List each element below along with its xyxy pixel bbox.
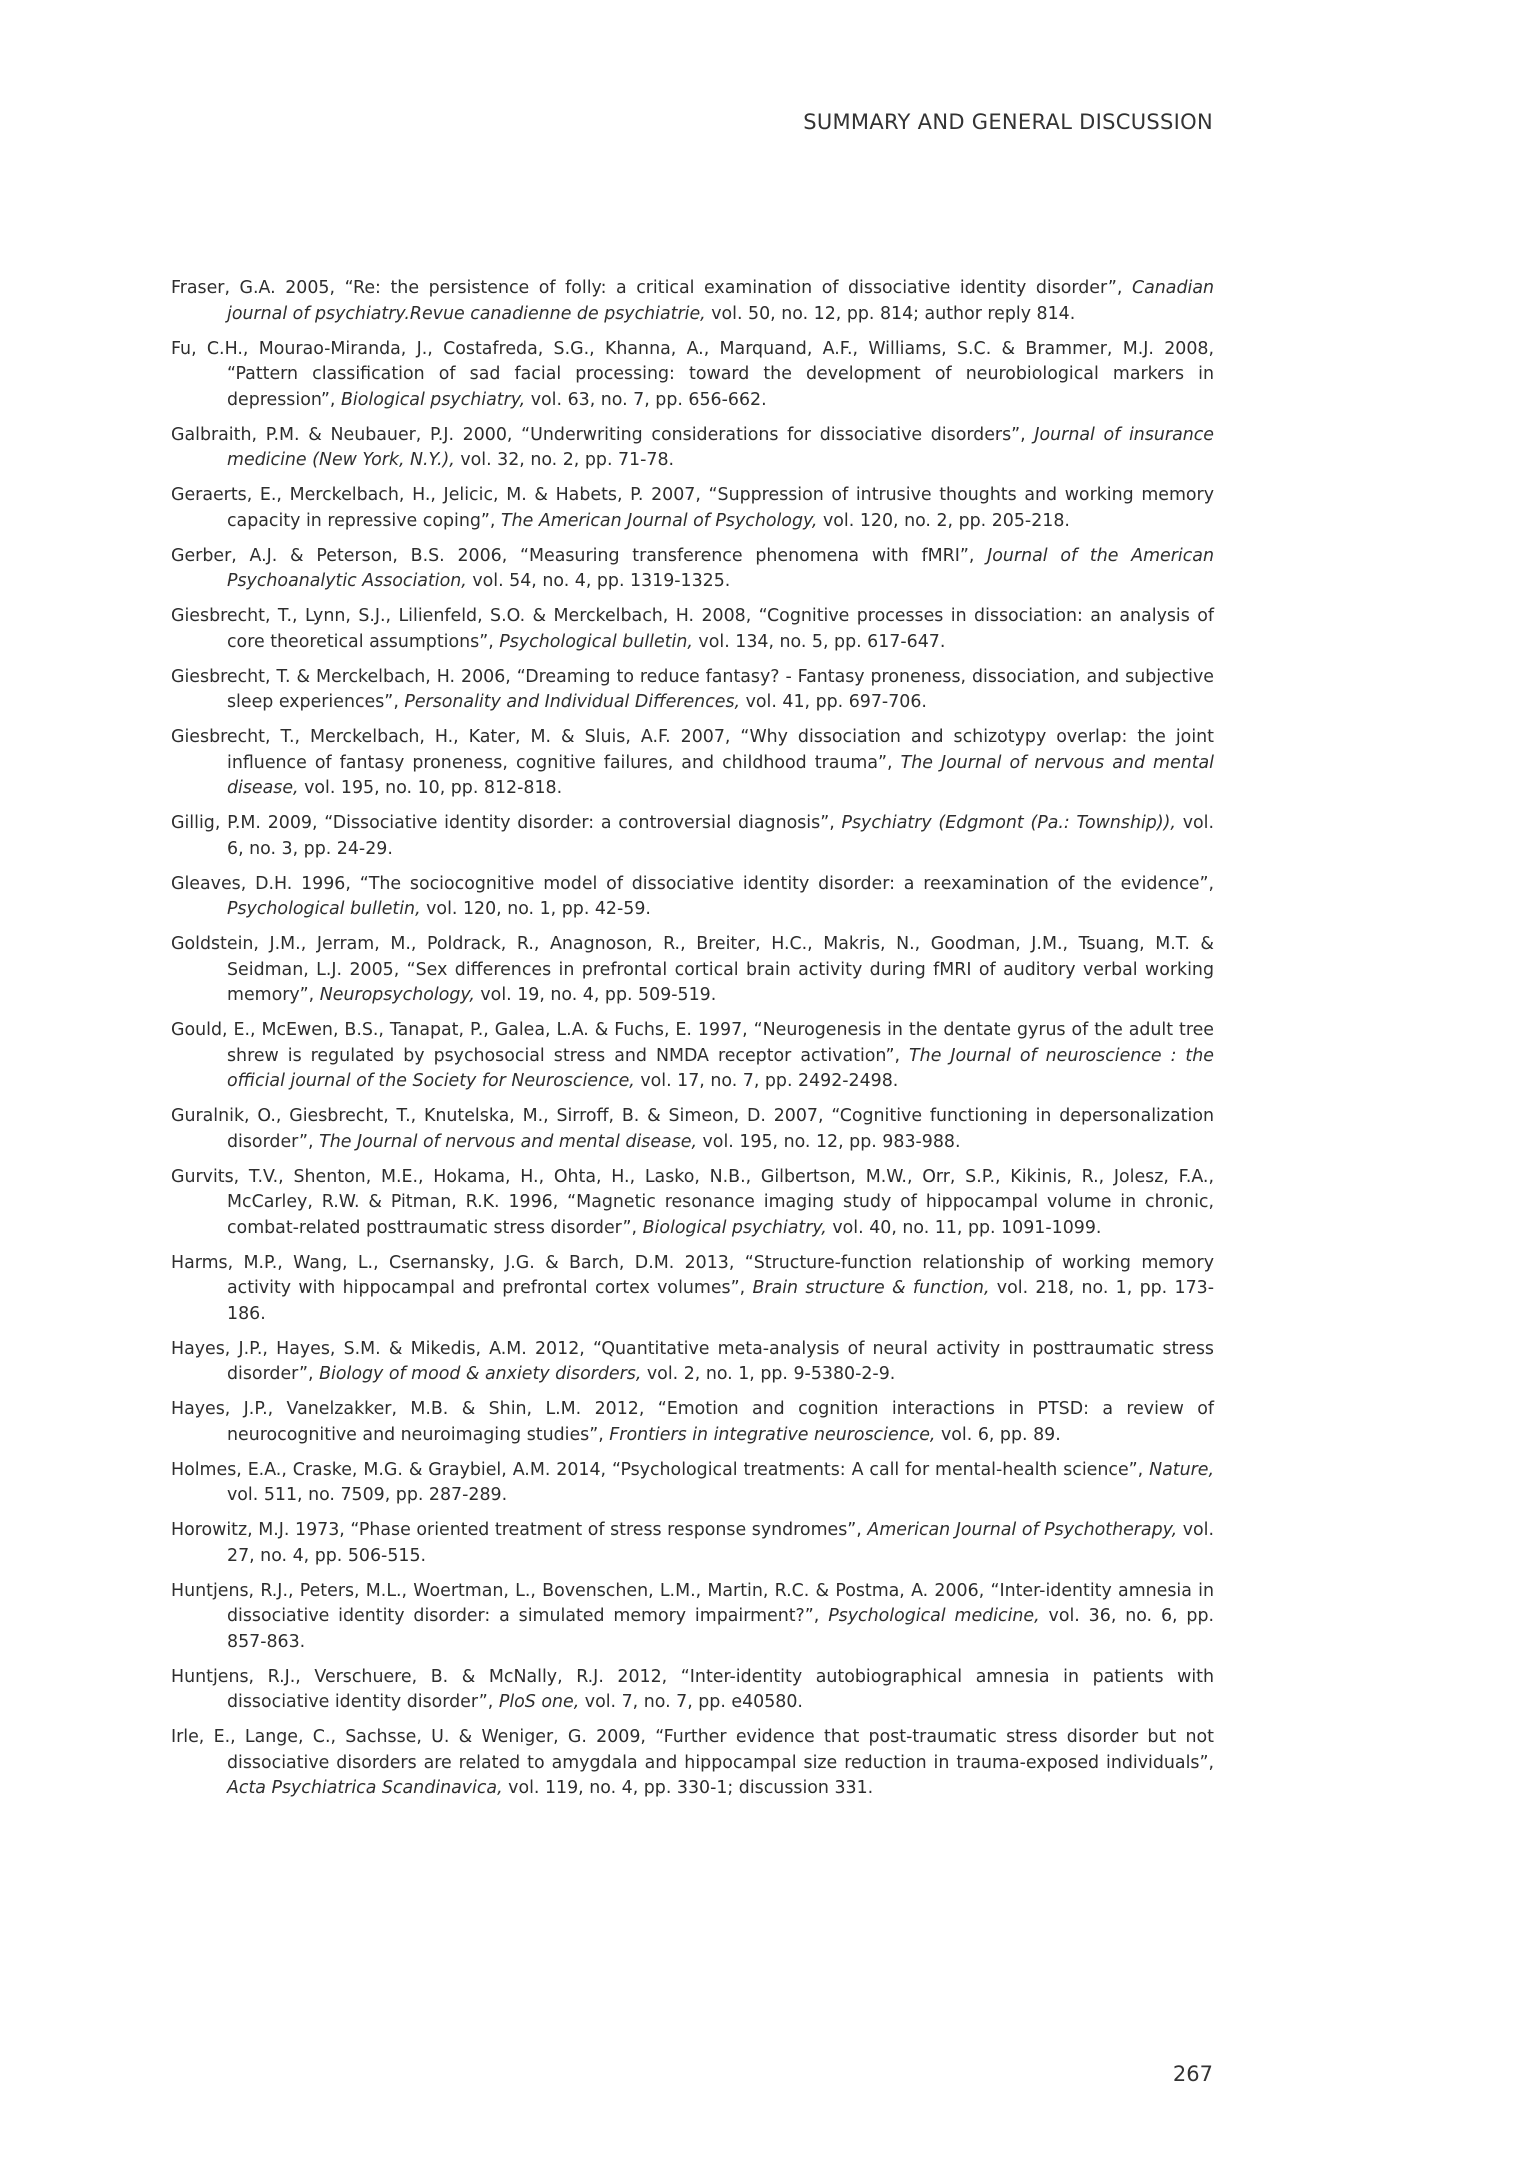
reference-details: vol. 19, no. 4, pp. 509-519. bbox=[474, 985, 717, 1005]
reference-journal: Brain structure & function, bbox=[752, 1278, 990, 1298]
reference-details: vol. 7, no. 7, pp. e40580. bbox=[579, 1692, 803, 1712]
reference-text: Horowitz, M.J. 1973, “Phase oriented treatment of stress response syndromes”, bbox=[171, 1520, 868, 1540]
reference-text: Gould, E., McEwen, B.S., Tanapat, P., Galea, L.A. & Fuchs, E. 1997, “Neurogenesis in the dentate gyrus of the adult tree shrew is regulated by psychosocial stress and NMDA receptor activation”, bbox=[171, 1020, 1214, 1066]
reference-journal: Psychiatry (Edgmont (Pa.: Township)), bbox=[841, 813, 1176, 833]
reference-entry bbox=[171, 1518, 1214, 1569]
reference-entry bbox=[171, 276, 1214, 327]
reference-entry bbox=[171, 1579, 1214, 1656]
reference-text: Hayes, J.P., Hayes, S.M. & Mikedis, A.M. 2012, “Quantitative meta-analysis of neural activity in posttraumatic stress disorder”, bbox=[171, 1338, 1214, 1384]
reference-journal: The Journal of nervous and mental disease, bbox=[227, 752, 1215, 798]
reference-journal: PloS one, bbox=[498, 1692, 580, 1712]
reference-journal: Psychological bulletin, bbox=[499, 631, 693, 652]
reference-details: vol. 6, pp. 89. bbox=[935, 1424, 1061, 1445]
reference-entry bbox=[171, 483, 1214, 534]
reference-text: Goldstein, J.M., Jerram, M., Poldrack, R., Anagnoson, R., Breiter, H.C., Makris, N., Goodman, J.M., Tsuang, M.T. & Seidman, L.J. 2005, “Sex differences in prefrontal cortical brain activity during fMRI of auditory verbal working memory”, bbox=[171, 934, 1214, 1005]
reference-entry bbox=[171, 1397, 1214, 1448]
reference-journal: The American Journal of Psychology, bbox=[500, 510, 818, 531]
reference-journal: Biological psychiatry, bbox=[642, 1217, 827, 1238]
reference-text: Giesbrecht, T., Merckelbach, H., Kater, M. & Sluis, A.F. 2007, “Why dissociation and schizotypy overlap: the joint influence of fantasy proneness, cognitive failures, and childhood trauma”, bbox=[171, 727, 1214, 773]
reference-text: Giesbrecht, T., Lynn, S.J., Lilienfeld, S.O. & Merckelbach, H. 2008, “Cognitive processes in dissociation: an analysis of core theoretical assumptions”, bbox=[171, 606, 1214, 652]
reference-journal: American Journal of Psychotherapy, bbox=[867, 1520, 1178, 1540]
reference-text: Gerber, A.J. & Peterson, B.S. 2006, “Measuring transference phenomena with fMRI”, bbox=[171, 545, 988, 566]
reference-journal: Personality and Individual Differences, bbox=[404, 692, 741, 712]
reference-details: vol. 6, no. 3, pp. 24-29. bbox=[227, 813, 1214, 859]
reference-details: vol. 40, no. 11, pp. 1091-1099. bbox=[826, 1217, 1102, 1238]
reference-text: Guralnik, O., Giesbrecht, T., Knutelska, M., Sirroff, B. & Simeon, D. 2007, “Cognitive functioning in depersonalization disorder”, bbox=[171, 1106, 1214, 1152]
reference-text: Fraser, G.A. 2005, “Re: the persistence of folly: a critical examination of dissociative identity disorder”, bbox=[171, 278, 1132, 298]
reference-text: Huntjens, R.J., Verschuere, B. & McNally, R.J. 2012, “Inter-identity autobiographical amnesia in patients with dissociative identity disorder”, bbox=[171, 1666, 1214, 1712]
reference-journal: Canadian journal of psychiatry.Revue canadienne de psychiatrie, bbox=[227, 278, 1214, 324]
reference-entry bbox=[171, 544, 1214, 595]
reference-details: vol. 195, no. 12, pp. 983-988. bbox=[696, 1131, 961, 1152]
reference-details: vol. 218, no. 1, pp. 173-186. bbox=[227, 1278, 1214, 1324]
running-head: SUMMARY AND GENERAL DISCUSSION bbox=[803, 110, 1213, 134]
reference-details: vol. 511, no. 7509, pp. 287-289. bbox=[227, 1485, 508, 1505]
reference-details: vol. 120, no. 1, pp. 42-59. bbox=[420, 899, 651, 919]
reference-journal: Biological psychiatry, bbox=[340, 389, 526, 410]
reference-details: vol. 27, no. 4, pp. 506-515. bbox=[227, 1520, 1214, 1566]
reference-list bbox=[171, 276, 1214, 1811]
reference-entry bbox=[171, 604, 1214, 655]
reference-entry bbox=[171, 725, 1214, 802]
reference-details: vol. 50, no. 12, pp. 814; author reply 814. bbox=[705, 303, 1076, 324]
reference-details: vol. 63, no. 7, pp. 656-662. bbox=[525, 389, 767, 410]
reference-details: vol. 2, no. 1, pp. 9-5380-2-9. bbox=[641, 1364, 896, 1384]
reference-journal: Biology of mood & anxiety disorders, bbox=[319, 1364, 642, 1384]
reference-text: Giesbrecht, T. & Merckelbach, H. 2006, “Dreaming to reduce fantasy? - Fantasy proneness, dissociation, and subjective sleep experiences”, bbox=[171, 666, 1214, 712]
reference-journal: The Journal of neuroscience : the official journal of the Society for Neuroscience, bbox=[227, 1045, 1214, 1091]
reference-details: vol. 119, no. 4, pp. 330-1; discussion 331. bbox=[502, 1778, 874, 1798]
reference-journal: Neuropsychology, bbox=[319, 985, 475, 1005]
reference-entry bbox=[171, 872, 1214, 923]
reference-details: vol. 32, no. 2, pp. 71-78. bbox=[454, 450, 675, 470]
reference-text: Irle, E., Lange, C., Sachsse, U. & Weniger, G. 2009, “Further evidence that post-traumatic stress disorder but not dissociative disorders are related to amygdala and hippocampal size reduction in trauma-exposed individuals”, bbox=[171, 1727, 1214, 1773]
reference-journal: Frontiers in integrative neuroscience, bbox=[609, 1424, 936, 1445]
reference-entry bbox=[171, 337, 1214, 414]
reference-entry bbox=[171, 1165, 1214, 1242]
reference-journal: Psychological bulletin, bbox=[227, 899, 421, 919]
reference-text: Hayes, J.P., Vanelzakker, M.B. & Shin, L.M. 2012, “Emotion and cognition interactions in PTSD: a review of neurocognitive and neuroimaging studies”, bbox=[171, 1399, 1214, 1445]
reference-text: Gleaves, D.H. 1996, “The sociocognitive model of dissociative identity disorder: a reexamination of the evidence”, bbox=[171, 873, 1214, 894]
reference-entry bbox=[171, 1104, 1214, 1155]
reference-entry bbox=[171, 1337, 1214, 1388]
reference-journal: Psychological medicine, bbox=[828, 1606, 1040, 1626]
reference-details: vol. 36, no. 6, pp. 857-863. bbox=[227, 1606, 1215, 1652]
reference-details: vol. 134, no. 5, pp. 617-647. bbox=[692, 631, 946, 652]
reference-details: vol. 41, pp. 697-706. bbox=[740, 692, 927, 712]
reference-journal: Nature, bbox=[1149, 1459, 1214, 1480]
page-number: 267 bbox=[1172, 2062, 1213, 2086]
reference-entry bbox=[171, 1725, 1214, 1802]
reference-details: vol. 17, no. 7, pp. 2492-2498. bbox=[634, 1071, 899, 1091]
reference-journal: Acta Psychiatrica Scandinavica, bbox=[227, 1778, 503, 1798]
reference-journal: Journal of the American Psychoanalytic Association, bbox=[227, 545, 1214, 591]
reference-text: Gillig, P.M. 2009, “Dissociative identity disorder: a controversial diagnosis”, bbox=[171, 813, 842, 833]
reference-text: Galbraith, P.M. & Neubauer, P.J. 2000, “Underwriting considerations for dissociative disorders”, bbox=[171, 424, 1035, 445]
reference-text: Gurvits, T.V., Shenton, M.E., Hokama, H., Ohta, H., Lasko, N.B., Gilbertson, M.W., Orr, S.P., Kikinis, R., Jolesz, F.A., McCarley, R.W. & Pitman, R.K. 1996, “Magnetic resonance imaging study of hippocampal volume in chronic, combat-related posttraumatic stress disorder”, bbox=[171, 1166, 1214, 1238]
reference-text: Huntjens, R.J., Peters, M.L., Woertman, L., Bovenschen, L.M., Martin, R.C. & Postma, A. 2006, “Inter-identity amnesia in dissociative identity disorder: a simulated memory impairment?”, bbox=[171, 1580, 1214, 1626]
reference-details: vol. 195, no. 10, pp. 812-818. bbox=[298, 778, 563, 798]
reference-text: Harms, M.P., Wang, L., Csernansky, J.G. & Barch, D.M. 2013, “Structure-function relationship of working memory activity with hippocampal and prefrontal cortex volumes”, bbox=[171, 1252, 1214, 1298]
reference-entry bbox=[171, 1018, 1214, 1095]
reference-text: Fu, C.H., Mourao-Miranda, J., Costafreda, S.G., Khanna, A., Marquand, A.F., Williams, S.C. & Brammer, M.J. 2008, “Pattern classification of sad facial processing: toward the development of neurobiological markers in depression”, bbox=[171, 338, 1214, 410]
reference-entry bbox=[171, 1458, 1214, 1509]
reference-journal: Journal of insurance medicine (New York, N.Y.), bbox=[227, 424, 1215, 470]
reference-entry bbox=[171, 1665, 1214, 1716]
reference-entry bbox=[171, 932, 1214, 1009]
reference-entry bbox=[171, 665, 1214, 716]
reference-entry bbox=[171, 423, 1214, 474]
reference-details: vol. 120, no. 2, pp. 205-218. bbox=[817, 510, 1070, 531]
reference-text: Holmes, E.A., Craske, M.G. & Graybiel, A.M. 2014, “Psychological treatments: A call for mental-health science”, bbox=[171, 1459, 1150, 1480]
reference-text: Geraerts, E., Merckelbach, H., Jelicic, M. & Habets, P. 2007, “Suppression of intrusive thoughts and working memory capacity in repressive coping”, bbox=[171, 485, 1214, 531]
reference-details: vol. 54, no. 4, pp. 1319-1325. bbox=[466, 571, 731, 591]
reference-journal: The Journal of nervous and mental disease, bbox=[319, 1131, 697, 1152]
reference-entry bbox=[171, 811, 1214, 862]
reference-entry bbox=[171, 1251, 1214, 1328]
